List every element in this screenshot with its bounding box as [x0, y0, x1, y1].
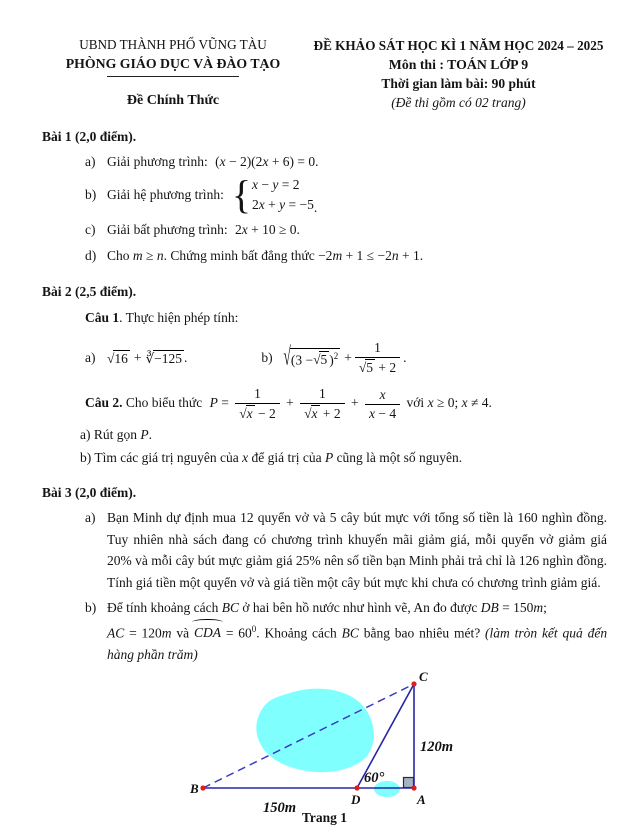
va-text: và	[176, 625, 190, 640]
fraction-2	[300, 386, 345, 422]
cau-2-intro: Cho biểu thức	[125, 395, 203, 411]
system-period: .	[313, 200, 318, 215]
sqrt-symbol: √	[107, 350, 115, 366]
problem-3a	[85, 507, 607, 593]
db-measure: DB = 150m;	[480, 600, 547, 615]
denominator	[300, 404, 345, 422]
cau-1-label: Câu 1	[85, 310, 120, 325]
item-label: a)	[85, 510, 96, 525]
numerator: 1	[355, 340, 400, 358]
point-C-label: C	[419, 671, 428, 684]
denominator-tail: − 2	[258, 406, 276, 421]
lake-figure-svg	[190, 671, 480, 819]
equation-1a: (x − 2)(2x + 6) = 0.	[215, 154, 319, 169]
problem-1d-mid: Chứng minh bất đẳng thức	[170, 248, 315, 263]
cbrt-neg125	[146, 350, 184, 367]
header	[42, 36, 607, 112]
denominator: x − 4	[369, 405, 397, 421]
cau-1-heading	[85, 307, 607, 328]
section-1-title: Bài 1 (2,0 điểm).	[42, 129, 137, 144]
exponent: 2	[333, 350, 339, 361]
lake-shape	[256, 689, 374, 773]
ca-length-label: 120m	[420, 739, 454, 755]
sqrt-x	[304, 406, 319, 421]
problem-2-2b-text1: Tìm các giá trị nguyên của	[94, 450, 239, 465]
problem-3b	[85, 597, 608, 665]
sqrt-x	[239, 406, 254, 421]
item-label: c)	[85, 222, 96, 237]
item-label: b)	[85, 600, 97, 615]
equation-system	[252, 175, 314, 215]
subject-line: Môn thi : TOÁN LỚP 9	[388, 57, 529, 72]
radicand: 5	[366, 360, 374, 375]
fraction-3	[365, 387, 400, 422]
denominator-tail: + 2	[378, 360, 397, 375]
radicand: 16	[114, 350, 128, 366]
system-eq-2: 2x + y = −5	[252, 197, 314, 212]
exam-title: ĐỀ KHẢO SÁT HỌC KÌ 1 NĂM HỌC 2024 – 2025	[313, 38, 604, 53]
bc-segment: BC	[341, 625, 359, 640]
equation-1c: 2x + 10 ≥ 0.	[234, 222, 300, 237]
fraction	[355, 340, 400, 376]
system-brace: {	[231, 172, 252, 217]
angle-label: 60°	[364, 770, 385, 786]
problem-1b-text: Giải hệ phương trình:	[107, 187, 224, 202]
problem-1a-text: Giải phương trình:	[107, 154, 208, 169]
item-label: a)	[85, 350, 96, 365]
header-underline	[107, 76, 239, 77]
pages-note: (Đề thi gồm có 02 trang)	[391, 95, 526, 110]
bc-segment: BC	[221, 600, 239, 615]
formula-2-1b	[261, 340, 406, 376]
duration-line: Thời gian làm bài: 90 phút	[381, 76, 536, 91]
problem-2-2a-text: Rút gọn	[93, 427, 138, 442]
period: .	[403, 350, 407, 365]
radicand: x	[246, 406, 253, 421]
plus-sign: +	[351, 395, 359, 411]
radicand-open: (3 −	[290, 352, 314, 368]
page-number: Trang 1	[301, 810, 348, 825]
problem-3a-text: Bạn Minh dự định mua 12 quyển vở và 5 cây bút mực với tổng số tiền là 160 nghìn đồng. Tuy nhiên nhà sách đang có chương trình khuyến mãi giảm giá, mỗi quyển vở giảm giá 20% và mỗi cây bút mực giảm giá 25% nên số tiền bạn Minh phải trả chỉ là 126 nghìn đồng. Tính giá tiền một quyển vở và giá tiền một cây bút mực khi chưa có chương trình giảm giá.	[107, 510, 607, 590]
item-label: b)	[261, 350, 273, 365]
problem-1c	[85, 219, 607, 241]
problem-2-2b-text3: cũng là một số nguyên.	[336, 450, 463, 465]
inequality-hypothesis: m ≥ n.	[132, 248, 167, 263]
lake-figure	[190, 671, 607, 823]
item-label: a)	[80, 427, 91, 442]
angle-value: = 60	[225, 625, 252, 640]
inequality-to-prove: −2m + 1 ≤ −2n + 1.	[318, 248, 424, 263]
denominator	[235, 404, 280, 422]
problem-1c-text: Giải bất phương trình:	[107, 222, 228, 237]
angle-cda: CDA	[194, 622, 221, 644]
exam-type-label: Đề Chính Thức	[126, 93, 220, 108]
radicand: −125	[154, 350, 183, 366]
radicand-close: )	[329, 352, 334, 368]
org-name-line1: UBND THÀNH PHỐ VŨNG TÀU	[79, 37, 267, 52]
condition: x ≥ 0; x ≠ 4.	[427, 395, 492, 411]
problem-1d-pre: Cho	[107, 248, 130, 263]
plus-sign: +	[286, 395, 294, 411]
cau-1-formulas	[85, 338, 607, 378]
denominator-tail: + 2	[322, 406, 341, 421]
numerator: 1	[300, 386, 345, 404]
sqrt-symbol: √	[313, 352, 321, 368]
problem-1a	[85, 151, 607, 173]
radicand: x	[311, 406, 318, 421]
numerator: 1	[235, 386, 280, 404]
numerator: x	[365, 387, 400, 405]
ac-measure: AC = 120m	[107, 625, 172, 640]
header-left	[42, 36, 304, 112]
system-eq-1: x − y = 2	[252, 177, 300, 192]
p-symbol: P	[324, 450, 334, 465]
cau-2-line	[85, 386, 607, 422]
problem-3b-text3: . Khoảng cách	[256, 625, 337, 640]
p-symbol: P.	[140, 427, 153, 442]
bd-length-label: 150m	[263, 800, 297, 816]
problem-3b-text4: bằng bao nhiêu mét?	[363, 625, 481, 640]
point-D-dot	[354, 785, 359, 790]
problem-2-2a	[80, 425, 607, 445]
rounding-note: (làm tròn kết quả đến hàng phần trăm)	[107, 625, 608, 662]
cau-2-label: Câu 2.	[85, 395, 123, 411]
plus-sign: +	[344, 350, 352, 365]
section-2-title: Bài 2 (2,5 điểm).	[42, 284, 137, 299]
sqrt-5	[359, 360, 375, 375]
right-angle-mark	[404, 778, 414, 788]
sqrt-symbol: √	[358, 360, 367, 375]
sqrt-16	[107, 350, 130, 367]
sqrt-symbol: √	[283, 341, 291, 371]
period: .	[184, 350, 188, 365]
section-3-title: Bài 3 (2,0 điểm).	[42, 485, 137, 500]
denominator	[355, 358, 400, 376]
point-C-dot	[411, 681, 416, 686]
point-A-dot	[411, 785, 416, 790]
fraction-1	[235, 386, 280, 422]
point-B-dot	[200, 785, 205, 790]
problem-2-2b-text2: để giá trị của	[251, 450, 322, 465]
header-right	[304, 36, 607, 112]
cau-1-text: . Thực hiện phép tính:	[119, 310, 239, 325]
radicand	[290, 348, 340, 367]
item-label: b)	[80, 450, 92, 465]
problem-2-2b	[80, 448, 607, 468]
big-sqrt	[283, 341, 340, 371]
voi-text: với	[406, 395, 425, 411]
x-symbol: x	[242, 450, 249, 465]
sqrt-symbol: √	[304, 406, 312, 421]
sqrt-symbol: √	[239, 406, 247, 421]
point-D-label: D	[351, 792, 361, 807]
item-label: a)	[85, 154, 96, 169]
point-B-label: B	[190, 781, 199, 796]
p-equals: P =	[209, 395, 229, 411]
problem-3b-text2: ở hai bên hồ nước như hình vẽ, An đo được	[242, 600, 478, 615]
problem-1b	[85, 172, 607, 217]
item-label: d)	[85, 248, 97, 263]
org-name-line2: PHÒNG GIÁO DỤC VÀ ĐÀO TẠO	[65, 56, 281, 71]
point-A-label: A	[417, 792, 426, 807]
degree-sup: 0	[251, 623, 257, 634]
inner-sqrt-5	[313, 352, 329, 367]
radicand: 5	[320, 352, 328, 368]
plus-sign: +	[133, 350, 142, 365]
formula-2-1a	[85, 350, 187, 367]
cbrt-symbol: ∛	[145, 350, 155, 366]
problem-3b-text1: Để tính khoảng cách	[107, 600, 219, 615]
problem-1d	[85, 245, 607, 267]
item-label: b)	[85, 187, 97, 202]
